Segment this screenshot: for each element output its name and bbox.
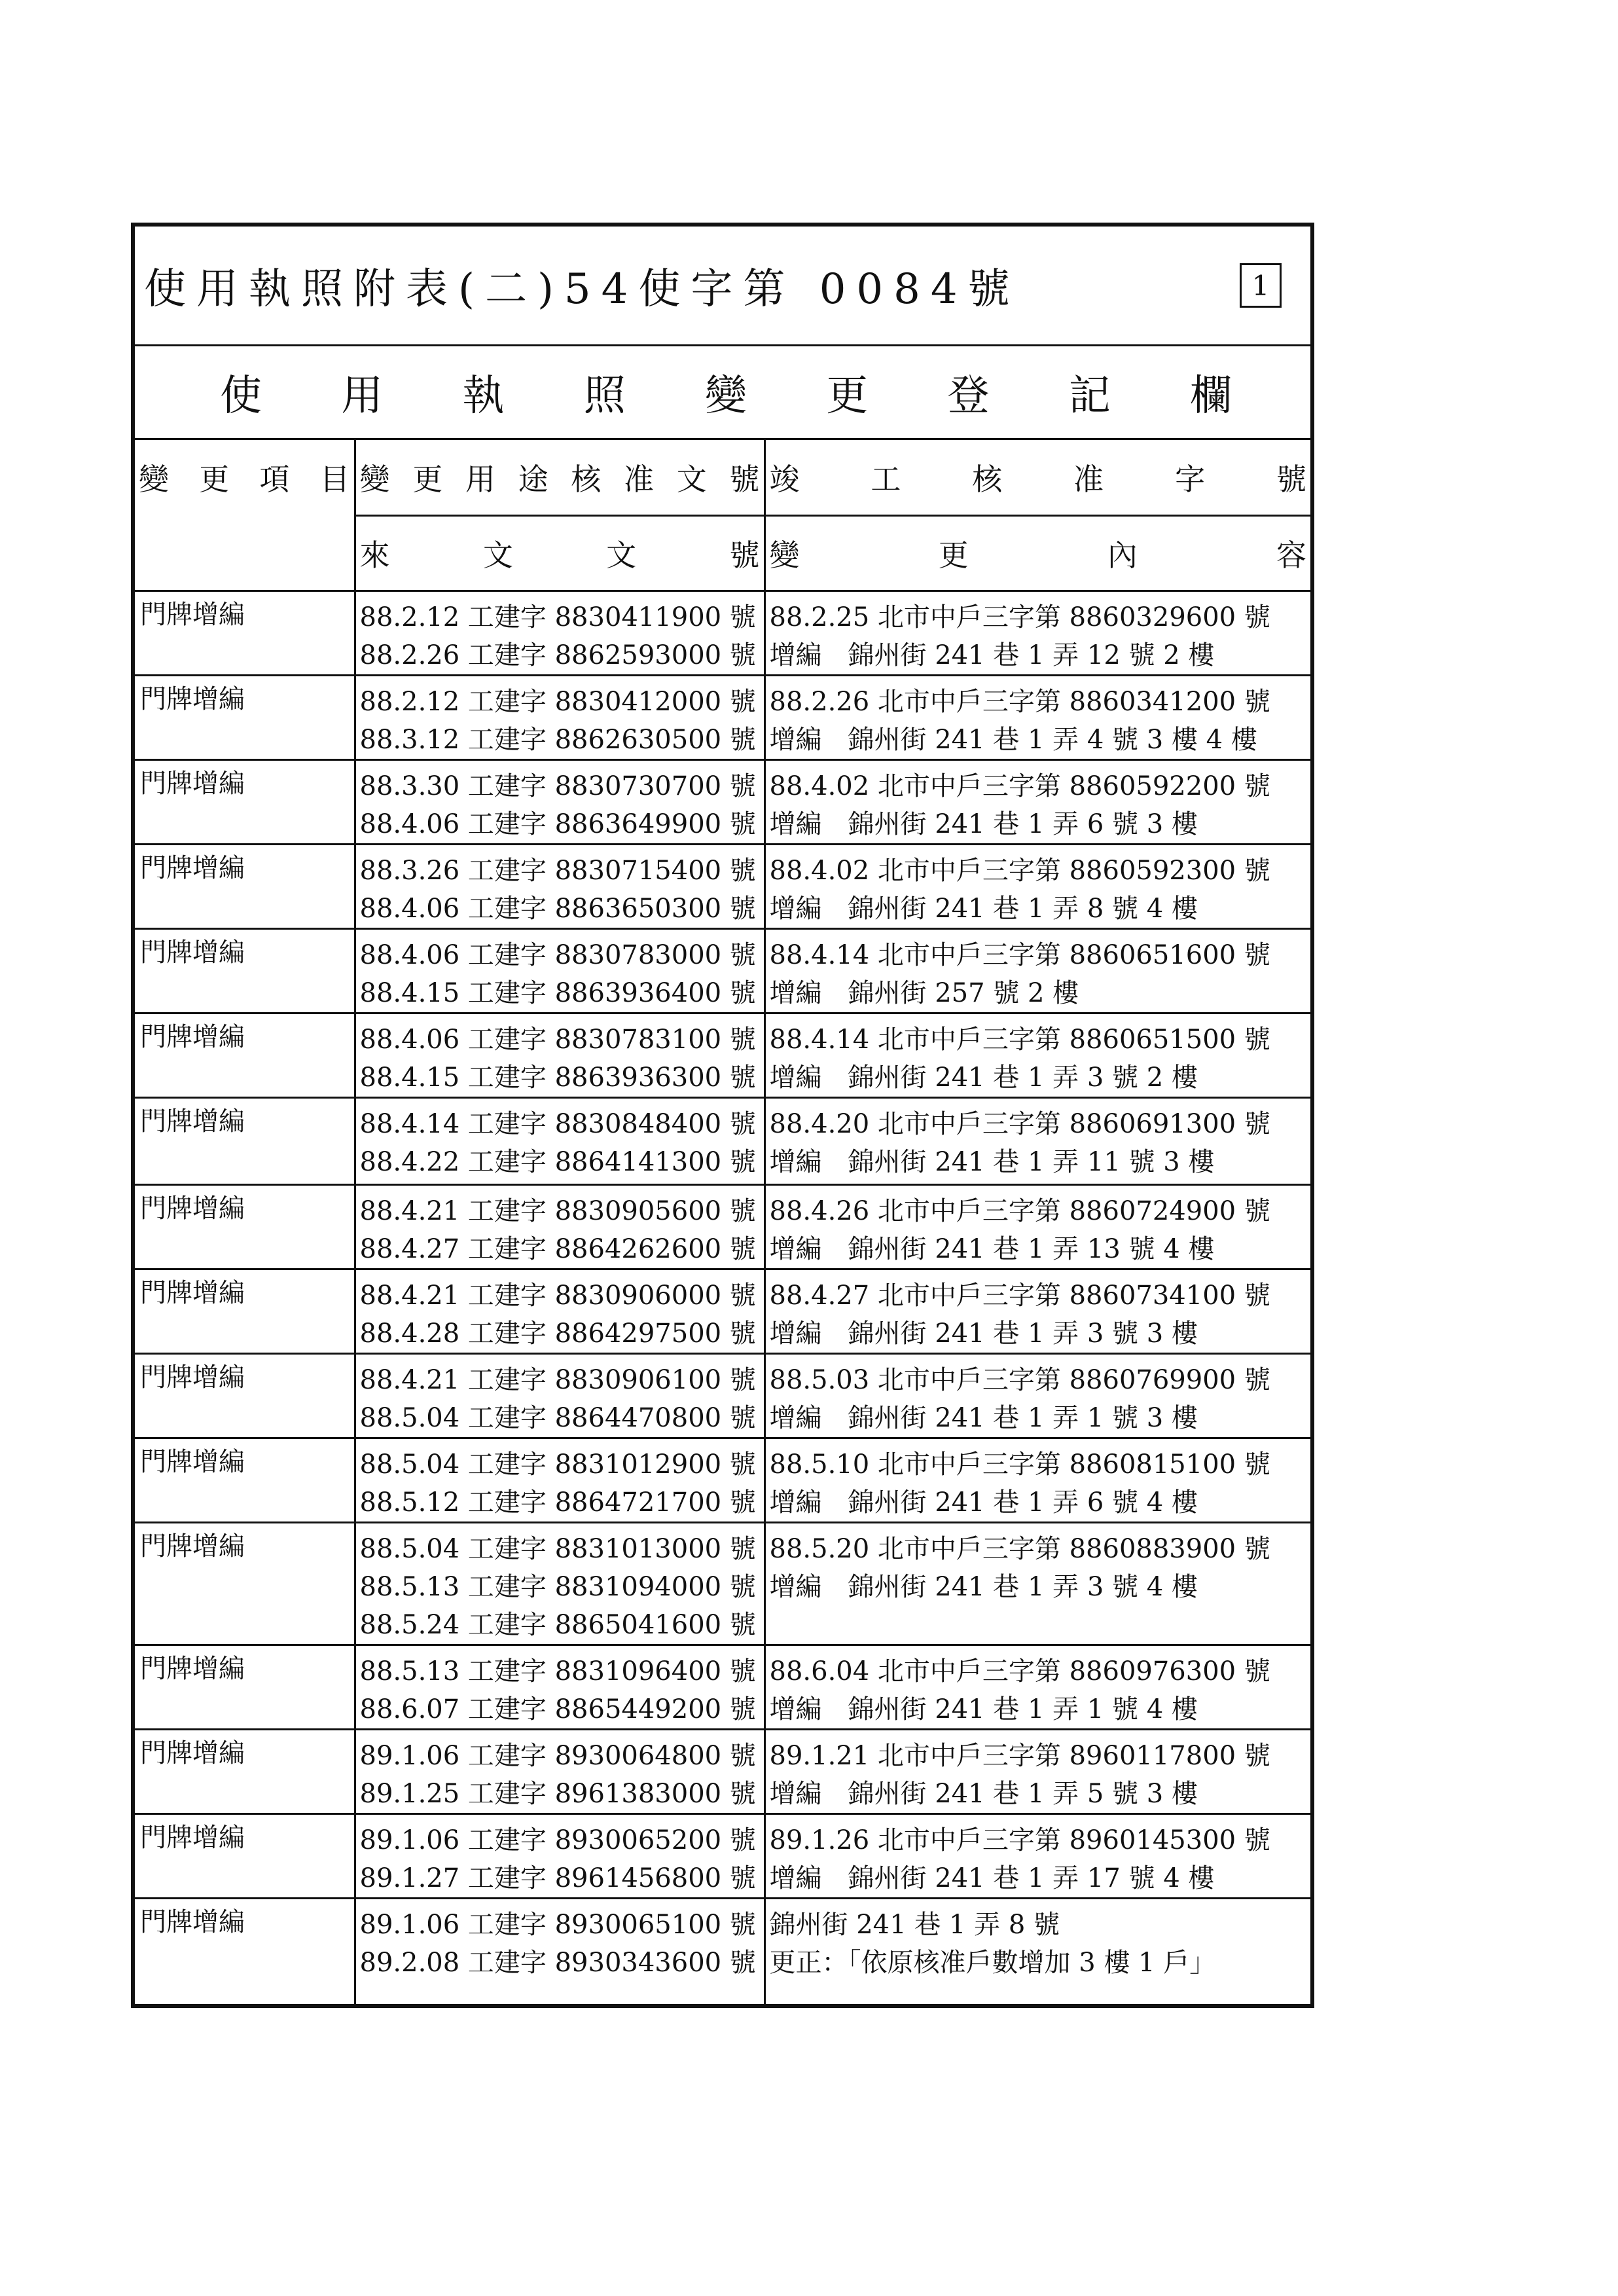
change-content-cell xyxy=(764,1098,1310,1185)
doc-number-line: 88.2.12 工建字 8830412000 號 xyxy=(359,687,756,717)
change-content-line: 增編 錦州街 241 巷 1 弄 1 號 4 樓 xyxy=(769,1694,1198,1724)
change-content-cell xyxy=(764,1899,1310,2005)
table-row xyxy=(135,1013,1310,1098)
change-item-text: 門牌增編 xyxy=(140,1022,245,1052)
header-char: 變 xyxy=(769,538,800,573)
change-content-line: 增編 錦州街 241 巷 1 弄 3 號 2 樓 xyxy=(769,1063,1198,1093)
change-item-cell xyxy=(135,1269,355,1354)
header-char: 用 xyxy=(465,462,495,497)
table-row xyxy=(135,1730,1310,1814)
change-content-line: 88.4.20 北市中戶三字第 8860691300 號 xyxy=(769,1109,1270,1139)
doc-number-cell xyxy=(355,1523,764,1645)
change-item-text: 門牌增編 xyxy=(140,1106,245,1137)
change-content-cell xyxy=(764,1645,1310,1730)
doc-number-cell xyxy=(355,1013,764,1098)
doc-number-cell xyxy=(355,1438,764,1523)
table-row xyxy=(135,1645,1310,1730)
change-content-cell xyxy=(764,1269,1310,1354)
header-char: 內 xyxy=(1107,538,1138,573)
doc-number-cell xyxy=(355,1098,764,1185)
header-char: 准 xyxy=(1073,462,1104,497)
header-char: 文 xyxy=(482,538,513,573)
header-change-content xyxy=(764,516,1310,591)
change-item-cell xyxy=(135,591,355,676)
change-register-table xyxy=(135,440,1310,2004)
header-char: 號 xyxy=(729,462,760,497)
change-content-line: 89.1.21 北市中戶三字第 8960117800 號 xyxy=(769,1741,1270,1771)
doc-number-line: 88.4.06 工建字 8863649900 號 xyxy=(359,809,756,839)
header-char: 變 xyxy=(359,462,390,497)
change-content-line: 增編 錦州街 241 巷 1 弄 3 號 4 樓 xyxy=(769,1572,1198,1602)
table-row xyxy=(135,591,1310,676)
doc-number-line: 88.3.26 工建字 8830715400 號 xyxy=(359,856,756,886)
change-content-cell xyxy=(764,1354,1310,1438)
doc-number-line: 88.4.21 工建字 8830906100 號 xyxy=(359,1365,756,1395)
change-item-text: 門牌增編 xyxy=(140,1194,245,1224)
doc-number-cell xyxy=(355,1645,764,1730)
header-incoming-doc-no xyxy=(355,516,764,591)
change-content-cell xyxy=(764,1814,1310,1899)
header-char: 項 xyxy=(259,462,290,497)
section-title-char: 執 xyxy=(462,372,505,420)
header-row-1 xyxy=(135,440,1310,516)
doc-number-line: 88.4.06 工建字 8830783000 號 xyxy=(359,940,756,970)
change-item-cell xyxy=(135,1730,355,1814)
section-title-char: 登 xyxy=(947,372,990,420)
registration-sheet xyxy=(131,223,1314,2008)
change-content-line: 增編 錦州街 241 巷 1 弄 6 號 3 樓 xyxy=(769,809,1198,839)
change-item-text: 門牌增編 xyxy=(140,853,245,883)
doc-number-line: 88.4.06 工建字 8830783100 號 xyxy=(359,1025,756,1055)
doc-number-cell xyxy=(355,1269,764,1354)
change-item-text: 門牌增編 xyxy=(140,1447,245,1477)
doc-number-line: 88.4.21 工建字 8830906000 號 xyxy=(359,1281,756,1311)
doc-number-cell xyxy=(355,929,764,1013)
change-content-line: 增編 錦州街 241 巷 1 弄 5 號 3 樓 xyxy=(769,1779,1198,1809)
section-title xyxy=(135,346,1310,440)
change-content-line: 88.5.20 北市中戶三字第 8860883900 號 xyxy=(769,1534,1270,1564)
table-row xyxy=(135,845,1310,929)
change-item-cell xyxy=(135,1899,355,2005)
doc-number-line: 88.5.04 工建字 8864470800 號 xyxy=(359,1403,756,1433)
doc-number-cell xyxy=(355,1899,764,2005)
change-content-line: 88.4.27 北市中戶三字第 8860734100 號 xyxy=(769,1281,1270,1311)
change-content-line: 增編 錦州街 241 巷 1 弄 8 號 4 樓 xyxy=(769,894,1198,924)
header-char: 更 xyxy=(199,462,230,497)
change-content-line: 88.4.26 北市中戶三字第 8860724900 號 xyxy=(769,1196,1270,1226)
change-item-text: 門牌增編 xyxy=(140,769,245,799)
change-content-cell xyxy=(764,845,1310,929)
change-content-line: 88.4.14 北市中戶三字第 8860651600 號 xyxy=(769,940,1270,970)
change-content-cell xyxy=(764,929,1310,1013)
doc-number-line: 89.1.06 工建字 8930065100 號 xyxy=(359,1910,756,1940)
section-title-char: 照 xyxy=(583,372,626,420)
table-row xyxy=(135,1185,1310,1269)
section-title-char: 更 xyxy=(826,372,869,420)
change-content-cell xyxy=(764,760,1310,845)
doc-number-cell xyxy=(355,1814,764,1899)
header-char: 來 xyxy=(359,538,390,573)
section-title-char: 用 xyxy=(341,372,384,420)
header-char: 核 xyxy=(571,462,602,497)
header-char: 核 xyxy=(972,462,1003,497)
change-item-cell xyxy=(135,760,355,845)
section-title-char: 欄 xyxy=(1190,372,1232,420)
change-item-text: 門牌增編 xyxy=(140,1738,245,1768)
header-char: 號 xyxy=(1276,462,1306,497)
change-content-line: 增編 錦州街 241 巷 1 弄 12 號 2 樓 xyxy=(769,640,1215,670)
doc-number-cell xyxy=(355,591,764,676)
change-content-cell xyxy=(764,676,1310,760)
change-item-text: 門牌增編 xyxy=(140,600,245,630)
change-content-line: 88.4.02 北市中戶三字第 8860592200 號 xyxy=(769,771,1270,801)
change-content-line: 88.4.14 北市中戶三字第 8860651500 號 xyxy=(769,1025,1270,1055)
change-content-line: 增編 錦州街 241 巷 1 弄 6 號 4 樓 xyxy=(769,1487,1198,1518)
table-row xyxy=(135,1269,1310,1354)
change-item-cell xyxy=(135,1814,355,1899)
change-item-cell xyxy=(135,845,355,929)
header-char: 更 xyxy=(412,462,443,497)
doc-number-line: 89.1.06 工建字 8930064800 號 xyxy=(359,1741,756,1771)
change-item-cell xyxy=(135,676,355,760)
change-content-line: 88.4.02 北市中戶三字第 8860592300 號 xyxy=(769,856,1270,886)
change-content-cell xyxy=(764,591,1310,676)
header-char: 字 xyxy=(1175,462,1206,497)
table-row xyxy=(135,1438,1310,1523)
header-char: 竣 xyxy=(769,462,800,497)
change-content-line: 增編 錦州街 257 號 2 樓 xyxy=(769,978,1079,1008)
change-item-cell xyxy=(135,1645,355,1730)
change-item-cell xyxy=(135,1013,355,1098)
doc-number-line: 88.3.12 工建字 8862630500 號 xyxy=(359,725,756,755)
change-content-line: 增編 錦州街 241 巷 1 弄 3 號 3 樓 xyxy=(769,1319,1198,1349)
header-change-item xyxy=(135,440,355,591)
header-char: 號 xyxy=(729,538,760,573)
change-content-line: 88.2.26 北市中戶三字第 8860341200 號 xyxy=(769,687,1270,717)
change-item-text: 門牌增編 xyxy=(140,1278,245,1308)
doc-number-line: 88.5.24 工建字 8865041600 號 xyxy=(359,1610,756,1640)
doc-number-line: 88.4.14 工建字 8830848400 號 xyxy=(359,1109,756,1139)
doc-number-line: 88.4.27 工建字 8864262600 號 xyxy=(359,1234,756,1264)
change-content-line: 增編 錦州街 241 巷 1 弄 17 號 4 樓 xyxy=(769,1863,1215,1893)
change-content-cell xyxy=(764,1013,1310,1098)
change-item-text: 門牌增編 xyxy=(140,1907,245,1937)
header-char: 目 xyxy=(319,462,350,497)
doc-number-line: 88.2.12 工建字 8830411900 號 xyxy=(359,602,756,632)
header-char: 更 xyxy=(938,538,969,573)
change-content-line: 89.1.26 北市中戶三字第 8960145300 號 xyxy=(769,1825,1270,1855)
change-item-cell xyxy=(135,1523,355,1645)
doc-number-line: 89.1.27 工建字 8961456800 號 xyxy=(359,1863,756,1893)
section-title-char: 記 xyxy=(1068,372,1111,420)
table-row xyxy=(135,1098,1310,1185)
doc-number-line: 89.2.08 工建字 8930343600 號 xyxy=(359,1948,756,1978)
doc-number-line: 88.5.04 工建字 8831012900 號 xyxy=(359,1449,756,1480)
doc-number-line: 88.6.07 工建字 8865449200 號 xyxy=(359,1694,756,1724)
doc-number-line: 88.5.04 工建字 8831013000 號 xyxy=(359,1534,756,1564)
doc-number-line: 88.4.15 工建字 8863936400 號 xyxy=(359,978,756,1008)
change-content-line: 更正：「依原核准戶數增加 3 樓 1 戶」 xyxy=(769,1948,1216,1978)
doc-number-cell xyxy=(355,1354,764,1438)
page-number-box: 1 xyxy=(1240,263,1282,308)
table-row xyxy=(135,676,1310,760)
header-completion-no xyxy=(764,440,1310,516)
table-row xyxy=(135,929,1310,1013)
table-row xyxy=(135,1899,1310,2005)
change-item-text: 門牌增編 xyxy=(140,938,245,968)
change-item-cell xyxy=(135,1354,355,1438)
change-content-line: 增編 錦州街 241 巷 1 弄 4 號 3 樓 4 樓 xyxy=(769,725,1257,755)
doc-number-line: 88.5.13 工建字 8831094000 號 xyxy=(359,1572,756,1602)
change-item-text: 門牌增編 xyxy=(140,1362,245,1393)
change-content-cell xyxy=(764,1523,1310,1645)
doc-number-line: 88.3.30 工建字 8830730700 號 xyxy=(359,771,756,801)
change-item-cell xyxy=(135,1098,355,1185)
section-title-char: 使 xyxy=(220,372,262,420)
header-char: 文 xyxy=(606,538,637,573)
doc-number-line: 88.4.28 工建字 8864297500 號 xyxy=(359,1319,756,1349)
header-char: 途 xyxy=(518,462,548,497)
header-char: 工 xyxy=(871,462,901,497)
header-approval-doc-no xyxy=(355,440,764,516)
doc-number-line: 88.5.12 工建字 8864721700 號 xyxy=(359,1487,756,1518)
header-char: 變 xyxy=(139,462,169,497)
title-row xyxy=(135,227,1310,346)
doc-number-cell xyxy=(355,1730,764,1814)
doc-number-line: 88.5.13 工建字 8831096400 號 xyxy=(359,1656,756,1686)
change-content-line: 錦州街 241 巷 1 弄 8 號 xyxy=(769,1910,1060,1940)
table-row xyxy=(135,1814,1310,1899)
change-content-cell xyxy=(764,1438,1310,1523)
change-content-cell xyxy=(764,1185,1310,1269)
change-item-text: 門牌增編 xyxy=(140,1654,245,1684)
doc-number-cell xyxy=(355,676,764,760)
change-content-line: 88.6.04 北市中戶三字第 8860976300 號 xyxy=(769,1656,1270,1686)
change-content-line: 88.5.10 北市中戶三字第 8860815100 號 xyxy=(769,1449,1270,1480)
section-title-char: 變 xyxy=(705,372,747,420)
table-row xyxy=(135,760,1310,845)
change-content-line: 增編 錦州街 241 巷 1 弄 11 號 3 樓 xyxy=(769,1147,1215,1177)
doc-number-line: 89.1.06 工建字 8930065200 號 xyxy=(359,1825,756,1855)
header-char: 容 xyxy=(1276,538,1306,573)
document-title: 使用執照附表(二)54使字第 0084號 xyxy=(144,265,1020,314)
doc-number-line: 88.2.26 工建字 8862593000 號 xyxy=(359,640,756,670)
header-char: 准 xyxy=(624,462,655,497)
doc-number-line: 88.4.22 工建字 8864141300 號 xyxy=(359,1147,756,1177)
change-item-text: 門牌增編 xyxy=(140,1531,245,1561)
doc-number-line: 88.4.15 工建字 8863936300 號 xyxy=(359,1063,756,1093)
change-content-line: 增編 錦州街 241 巷 1 弄 13 號 4 樓 xyxy=(769,1234,1215,1264)
change-content-line: 88.2.25 北市中戶三字第 8860329600 號 xyxy=(769,602,1270,632)
doc-number-line: 89.1.25 工建字 8961383000 號 xyxy=(359,1779,756,1809)
header-char: 文 xyxy=(676,462,707,497)
change-item-cell xyxy=(135,929,355,1013)
change-content-line: 88.5.03 北市中戶三字第 8860769900 號 xyxy=(769,1365,1270,1395)
change-item-cell xyxy=(135,1438,355,1523)
doc-number-cell xyxy=(355,845,764,929)
table-row xyxy=(135,1523,1310,1645)
doc-number-line: 88.4.21 工建字 8830905600 號 xyxy=(359,1196,756,1226)
change-item-cell xyxy=(135,1185,355,1269)
doc-number-line: 88.4.06 工建字 8863650300 號 xyxy=(359,894,756,924)
table-row xyxy=(135,1354,1310,1438)
change-content-line: 增編 錦州街 241 巷 1 弄 1 號 3 樓 xyxy=(769,1403,1198,1433)
doc-number-cell xyxy=(355,760,764,845)
change-content-cell xyxy=(764,1730,1310,1814)
change-item-text: 門牌增編 xyxy=(140,1823,245,1853)
doc-number-cell xyxy=(355,1185,764,1269)
change-item-text: 門牌增編 xyxy=(140,684,245,714)
